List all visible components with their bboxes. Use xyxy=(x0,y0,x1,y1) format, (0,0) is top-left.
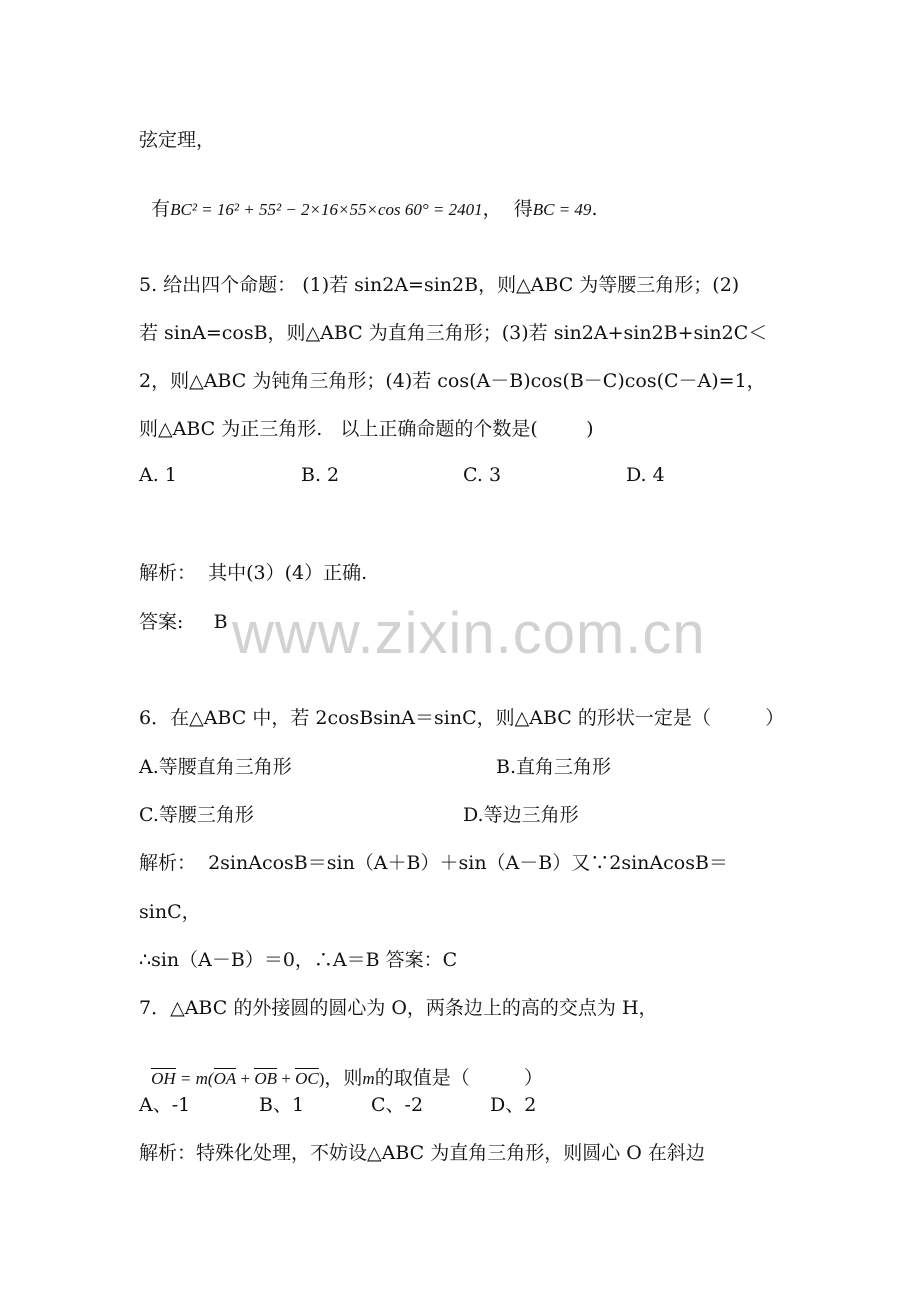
text-period: . xyxy=(591,198,598,220)
vector-oh: OH xyxy=(151,1069,176,1088)
q5-analysis: 解析： 其中(3）(4）正确. xyxy=(139,562,368,584)
q7-option-c: C、-2 xyxy=(371,1094,424,1116)
q5-stem-line-1: 5. 给出四个命题： (1)若 sin2A=sin2B，则△ABC 为等腰三角形；(2) xyxy=(139,274,740,296)
q6-stem: 6．在△ABC 中，若 2cosBsinA＝sinC，则△ABC 的形状一定是（ ） xyxy=(139,707,785,729)
q6-analysis-line-2: sinC， xyxy=(139,901,201,923)
q5-stem-line-4: 则△ABC 为正三角形. 以上正确命题的个数是( ) xyxy=(139,418,594,440)
text-then: ，则 xyxy=(324,1067,363,1089)
q5-option-a: A. 1 xyxy=(139,464,177,486)
q7-stem-line-2 xyxy=(139,1041,543,1090)
q5-option-d: D. 4 xyxy=(626,464,665,486)
q6-option-c: C.等腰三角形 xyxy=(139,804,254,826)
q7-stem-line-1: 7．△ABC 的外接圆的圆心为 O，两条边上的高的交点为 H， xyxy=(139,997,658,1019)
text-value-range: 的取值是（ ） xyxy=(374,1067,544,1089)
q5-answer: 答案: B xyxy=(139,611,228,633)
formula-bc-squared: BC² = 16² + 55² − 2×16×55×cos 60° = 2401 xyxy=(170,200,483,219)
formula-bc-result: BC = 49 xyxy=(532,200,592,219)
q7-option-a: A、-1 xyxy=(139,1094,191,1116)
formula-plus: + xyxy=(236,1069,255,1088)
q5-option-c: C. 3 xyxy=(463,464,502,486)
q7-option-b: B、1 xyxy=(259,1094,305,1116)
q6-option-d: D.等边三角形 xyxy=(463,804,579,826)
text-prefix: 有 xyxy=(151,198,171,220)
q6-analysis-line-3: ∴sin（A－B）＝0，∴A＝B 答案：C xyxy=(139,949,458,971)
formula-plus: + xyxy=(277,1069,296,1088)
vector-oa: OA xyxy=(213,1069,237,1088)
variable-m: m xyxy=(362,1069,375,1088)
q6-option-b: B.直角三角形 xyxy=(496,756,612,778)
q7-option-d: D、2 xyxy=(490,1094,537,1116)
formula-equals-m: = m( xyxy=(175,1069,214,1088)
text-mid: ， 得 xyxy=(482,198,533,220)
q5-option-b: B. 2 xyxy=(301,464,340,486)
q7-analysis: 解析：特殊化处理，不妨设△ABC 为直角三角形，则圆心 O 在斜边 xyxy=(139,1142,705,1164)
q5-stem-line-2: 若 sinA=cosB，则△ABC 为直角三角形；(3)若 sin2A+sin2B+sin2C＜ xyxy=(139,322,768,344)
formula-line xyxy=(139,172,597,221)
text-line: 弦定理， xyxy=(139,129,216,151)
q6-option-a: A.等腰直角三角形 xyxy=(139,756,292,778)
vector-oc: OC xyxy=(295,1069,319,1088)
q5-stem-line-3: 2，则△ABC 为钝角三角形；(4)若 cos(A－B)cos(B－C)cos(C－A)=1， xyxy=(139,370,766,392)
q6-analysis-line-1: 解析： 2sinAcosB＝sin（A＋B）＋sin（A－B）又∵2sinAcosB＝ xyxy=(139,852,728,874)
watermark: www.zixin.com.cn xyxy=(232,601,706,666)
vector-ob: OB xyxy=(254,1069,278,1088)
formula-close-paren: ) xyxy=(318,1069,325,1088)
